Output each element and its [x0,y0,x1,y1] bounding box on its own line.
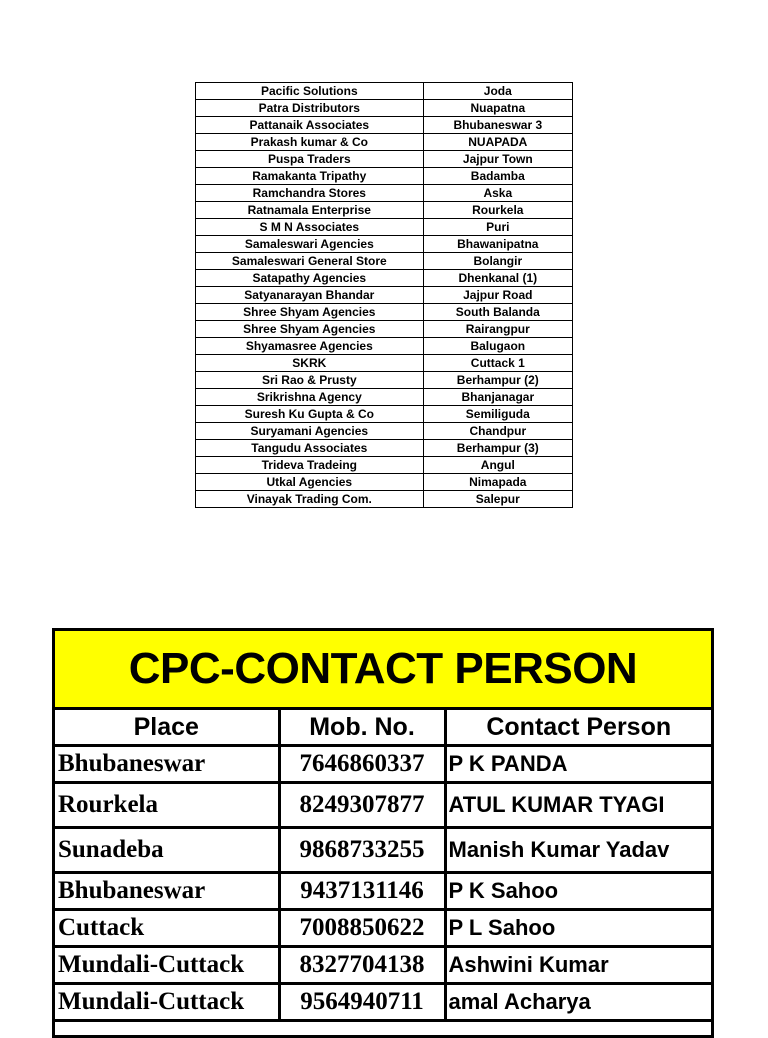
table-row [55,828,711,873]
table-row [196,83,573,100]
cpc-title: CPC-CONTACT PERSON [55,631,711,710]
distributor-name-cell: Patra Distributors [196,100,424,117]
table-row [55,873,711,910]
table-row [55,783,711,828]
distributor-place-cell: Salepur [423,491,572,508]
header-place: Place [55,710,279,746]
distributor-name-cell: Vinayak Trading Com. [196,491,424,508]
table-row [196,185,573,202]
contact-person-cell: P L Sahoo [445,910,711,947]
table-row [196,100,573,117]
distributor-name-cell: Shyamasree Agencies [196,338,424,355]
table-row [196,304,573,321]
table-row [196,287,573,304]
distributor-place-cell: Chandpur [423,423,572,440]
distributor-name-cell: Utkal Agencies [196,474,424,491]
header-mobile: Mob. No. [279,710,445,746]
table-row [196,151,573,168]
contact-place-cell: Mundali-Cuttack [55,947,279,984]
distributor-place-cell: Balugaon [423,338,572,355]
contact-place-cell: Cuttack [55,910,279,947]
distributor-place-cell: Rairangpur [423,321,572,338]
distributor-place-cell: Berhampur (3) [423,440,572,457]
table-row [196,117,573,134]
distributor-name-cell: Suresh Ku Gupta & Co [196,406,424,423]
contact-person-cell: P K PANDA [445,746,711,783]
cpc-contact-table [52,628,714,1038]
contact-mobile-cell: 9437131146 [279,873,445,910]
table-row [196,338,573,355]
contact-mobile-cell: 8327704138 [279,947,445,984]
distributor-name-cell: Puspa Traders [196,151,424,168]
distributor-name-cell: Satapathy Agencies [196,270,424,287]
distributor-name-cell: Suryamani Agencies [196,423,424,440]
contact-place-cell: Bhubaneswar [55,746,279,783]
distributor-place-cell: Jajpur Road [423,287,572,304]
distributor-place-cell: Bhubaneswar 3 [423,117,572,134]
distributor-table-body [196,83,573,508]
distributor-name-cell: Ratnamala Enterprise [196,202,424,219]
cpc-header-row [55,710,711,746]
table-row [196,253,573,270]
table-row [196,372,573,389]
contact-place-cell: Bhubaneswar [55,873,279,910]
table-row [196,168,573,185]
distributor-place-cell: Nimapada [423,474,572,491]
distributor-place-cell: Badamba [423,168,572,185]
table-row [196,236,573,253]
distributor-place-cell: Semiliguda [423,406,572,423]
table-row [196,321,573,338]
table-row [55,947,711,984]
table-row [196,440,573,457]
distributor-place-cell: Nuapatna [423,100,572,117]
distributor-name-cell: Prakash kumar & Co [196,134,424,151]
distributor-place-cell: Dhenkanal (1) [423,270,572,287]
distributor-place-cell: Rourkela [423,202,572,219]
distributor-name-cell: Samaleswari Agencies [196,236,424,253]
contact-mobile-cell: 9868733255 [279,828,445,873]
contact-place-cell: Mundali-Cuttack [55,984,279,1021]
distributor-place-cell: Berhampur (2) [423,372,572,389]
contact-person-cell: P K Sahoo [445,873,711,910]
table-row [196,491,573,508]
table-row [196,134,573,151]
distributor-name-cell: Trideva Tradeing [196,457,424,474]
distributor-table [195,82,573,508]
distributor-place-cell: Angul [423,457,572,474]
table-row [196,457,573,474]
header-contact-person: Contact Person [445,710,711,746]
distributor-place-cell: NUAPADA [423,134,572,151]
table-row [55,910,711,947]
distributor-name-cell: Pacific Solutions [196,83,424,100]
table-row [196,389,573,406]
distributor-place-cell: Bhawanipatna [423,236,572,253]
distributor-name-cell: S M N Associates [196,219,424,236]
table-row [196,474,573,491]
contact-person-cell: Manish Kumar Yadav [445,828,711,873]
distributor-name-cell: Ramakanta Tripathy [196,168,424,185]
distributor-name-cell: Pattanaik Associates [196,117,424,134]
distributor-name-cell: Samaleswari General Store [196,253,424,270]
distributor-name-cell: Satyanarayan Bhandar [196,287,424,304]
table-row [196,202,573,219]
contact-mobile-cell: 7008850622 [279,910,445,947]
distributor-place-cell: Bhanjanagar [423,389,572,406]
contact-person-cell: amal Acharya [445,984,711,1021]
contact-mobile-cell: 8249307877 [279,783,445,828]
distributor-name-cell: SKRK [196,355,424,372]
distributor-name-cell: Shree Shyam Agencies [196,304,424,321]
table-row [196,219,573,236]
table-row [196,355,573,372]
distributor-place-cell: Jajpur Town [423,151,572,168]
table-row [55,746,711,783]
contact-person-cell: Ashwini Kumar [445,947,711,984]
distributor-place-cell: Joda [423,83,572,100]
distributor-place-cell: Cuttack 1 [423,355,572,372]
distributor-name-cell: Tangudu Associates [196,440,424,457]
distributor-name-cell: Shree Shyam Agencies [196,321,424,338]
table-row [196,423,573,440]
distributor-place-cell: Aska [423,185,572,202]
distributor-name-cell: Sri Rao & Prusty [196,372,424,389]
distributor-name-cell: Srikrishna Agency [196,389,424,406]
distributor-place-cell: South Balanda [423,304,572,321]
table-row [196,406,573,423]
distributor-place-cell: Bolangir [423,253,572,270]
distributor-place-cell: Puri [423,219,572,236]
contact-person-cell: ATUL KUMAR TYAGI [445,783,711,828]
cpc-table-body [55,746,711,1021]
contact-mobile-cell: 9564940711 [279,984,445,1021]
contact-mobile-cell: 7646860337 [279,746,445,783]
cpc-contact-grid [55,710,711,1022]
contact-place-cell: Rourkela [55,783,279,828]
distributor-name-cell: Ramchandra Stores [196,185,424,202]
table-row [196,270,573,287]
contact-place-cell: Sunadeba [55,828,279,873]
table-row [55,984,711,1021]
